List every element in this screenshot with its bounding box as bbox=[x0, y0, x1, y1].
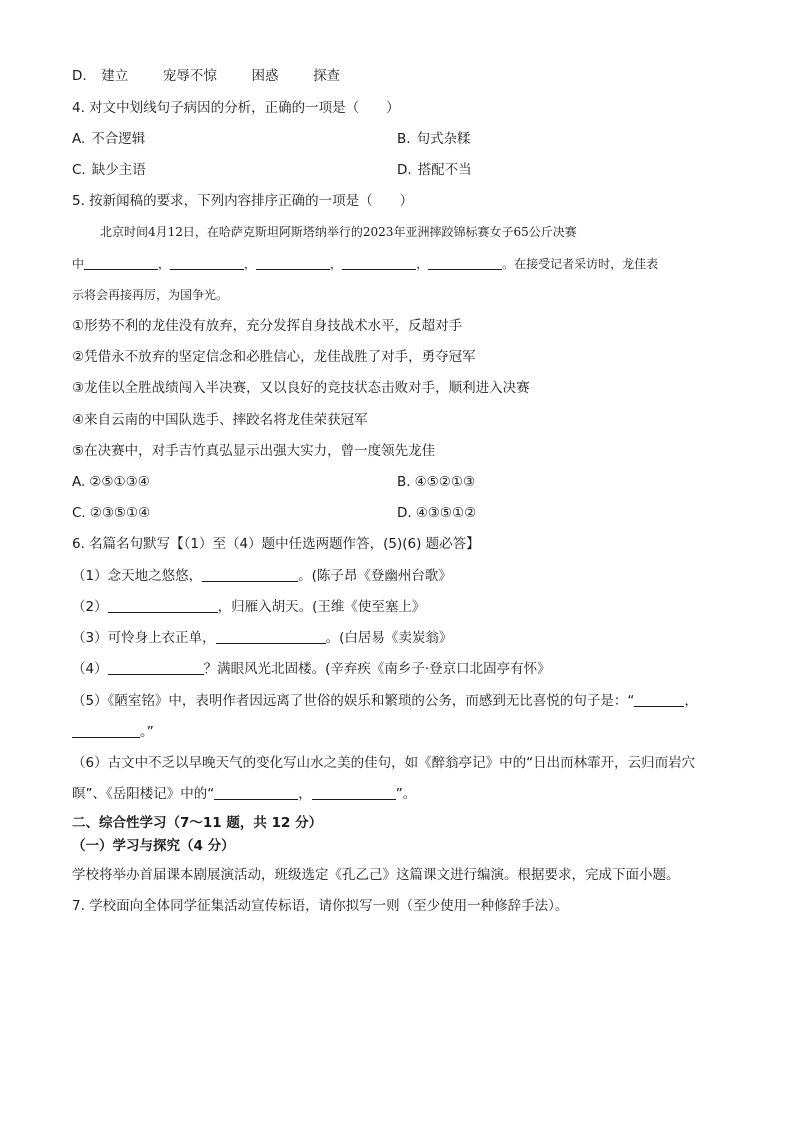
sentence-text: ？满眼风光北固楼。(辛弃疾《南乡子·登京口北固亭有怀》 bbox=[203, 661, 551, 677]
q7-stem: 7. 学校面向全体同学征集活动宣传标语，请你拟写一则（至少使用一种修辞手法）。 bbox=[72, 898, 569, 914]
fill-blank[interactable] bbox=[216, 629, 326, 644]
option-label: B. bbox=[397, 131, 411, 147]
q5-passage-line2 bbox=[72, 254, 658, 274]
q6-sentence-3 bbox=[72, 628, 452, 648]
option-label: D. bbox=[397, 505, 412, 521]
sentence-text: 暝”、《岳阳楼记》中的“ bbox=[72, 786, 215, 802]
option-word: 建立 bbox=[101, 68, 129, 84]
fill-blank[interactable] bbox=[342, 255, 416, 270]
passage-text: ， bbox=[244, 257, 257, 271]
q5-option-c bbox=[72, 503, 150, 523]
passage-text: ， bbox=[158, 257, 171, 271]
q5-item-3: ③龙佳以全胜战绩闯入半决赛，又以良好的竞技状态击败对手，顺利进入决赛 bbox=[72, 380, 530, 396]
option-label: A. bbox=[72, 474, 86, 490]
q5-item-5: ⑤在决赛中，对手吉竹真弘显示出强大实力，曾一度领先龙佳 bbox=[72, 443, 436, 459]
q6-sentence-6-line2 bbox=[72, 784, 416, 804]
passage-text: 在接受记者采访时，龙佳表 bbox=[514, 257, 659, 271]
option-text: 缺少主语 bbox=[91, 162, 146, 178]
option-label: C. bbox=[72, 162, 86, 178]
q4-option-c bbox=[72, 160, 146, 180]
option-word: 宠辱不惊 bbox=[162, 68, 217, 84]
q6-stem: 6. 名篇名句默写【（1）至（4）题中任选两题作答，(5)(6) 题必答】 bbox=[72, 536, 480, 552]
option-text: 句式杂糅 bbox=[416, 131, 471, 147]
fill-blank[interactable] bbox=[170, 255, 244, 270]
option-label: C. bbox=[72, 505, 86, 521]
option-text: 不合逻辑 bbox=[91, 131, 146, 147]
option-label: B. bbox=[397, 474, 411, 490]
option-text: 搭配不当 bbox=[417, 162, 472, 178]
sentence-text: （2） bbox=[72, 599, 108, 615]
q3-option-d bbox=[72, 66, 340, 86]
option-text: ④③⑤①② bbox=[415, 505, 477, 521]
passage-text: 中 bbox=[72, 257, 85, 271]
option-label: D. bbox=[397, 162, 412, 178]
fill-blank[interactable] bbox=[108, 598, 218, 613]
sentence-text: ， bbox=[298, 786, 312, 802]
option-word: 困惑 bbox=[251, 68, 279, 84]
q6-sentence-1 bbox=[72, 566, 452, 586]
fill-blank[interactable] bbox=[634, 692, 684, 707]
q6-sentence-6-line1: （6）古文中不乏以早晚天气的变化写山水之美的佳句，如《醉翁亭记》中的“日出而林霏开，云归而岩穴 bbox=[72, 755, 696, 771]
fill-blank[interactable] bbox=[202, 567, 298, 582]
q5-item-4: ④来自云南的中国队选手、摔跤名将龙佳荣获冠军 bbox=[72, 412, 368, 428]
q6-sentence-5-line1 bbox=[72, 691, 698, 711]
section-2-intro: 学校将举办首届课本剧展演活动，班级选定《孔乙己》这篇课文进行编演。根据要求，完成下面小题。 bbox=[72, 867, 680, 883]
sentence-text: 。” bbox=[140, 724, 154, 740]
sentence-text: 。(陈子昂《登幽州台歌》 bbox=[298, 568, 452, 584]
fill-blank[interactable] bbox=[312, 785, 396, 800]
sentence-text: ， bbox=[684, 693, 698, 709]
q5-item-2: ②凭借永不放弃的坚定信念和必胜信心，龙佳战胜了对手，勇夺冠军 bbox=[72, 349, 476, 365]
q4-option-d bbox=[397, 160, 472, 180]
q5-passage-line1: 北京时间4月12日，在哈萨克斯坦阿斯塔纳举行的2023年亚洲摔跤锦标赛女子65公斤决赛 bbox=[100, 225, 577, 239]
passage-text: ， bbox=[330, 257, 343, 271]
q5-option-b bbox=[397, 472, 475, 492]
passage-text: ， bbox=[416, 257, 429, 271]
option-word: 探查 bbox=[313, 68, 341, 84]
q4-stem: 4. 对文中划线句子病因的分析，正确的一项是（ ） bbox=[72, 100, 400, 116]
q6-sentence-4 bbox=[72, 659, 551, 679]
fill-blank[interactable] bbox=[214, 785, 298, 800]
fill-blank[interactable] bbox=[428, 255, 502, 270]
fill-blank[interactable] bbox=[72, 723, 140, 738]
fill-blank[interactable] bbox=[256, 255, 330, 270]
sentence-text: （4） bbox=[72, 661, 108, 677]
q5-passage-line3: 示将会再接再厉，为国争光。 bbox=[72, 288, 229, 302]
q4-option-b bbox=[397, 129, 471, 149]
sentence-text: 。(白居易《卖炭翁》 bbox=[325, 630, 453, 646]
q5-stem: 5. 按新闻稿的要求，下列内容排序正确的一项是（ ） bbox=[72, 193, 414, 209]
option-text: ②⑤①③④ bbox=[89, 474, 150, 490]
sentence-text: （5）《陋室铭》中，表明作者因远离了世俗的娱乐和繁琐的公务，而感到无比喜悦的句子是：“ bbox=[72, 693, 635, 709]
option-text: ④⑤②①③ bbox=[414, 474, 476, 490]
q5-item-1: ①形势不利的龙佳没有放弃，充分发挥自身技战术水平，反超对手 bbox=[72, 318, 463, 334]
option-label: D. bbox=[72, 68, 87, 84]
fill-blank[interactable] bbox=[108, 660, 204, 675]
q4-option-a bbox=[72, 129, 145, 149]
sentence-text: （3）可怜身上衣正单， bbox=[72, 630, 216, 646]
passage-text: 。 bbox=[502, 257, 515, 271]
option-label: A. bbox=[72, 131, 86, 147]
q5-option-a bbox=[72, 472, 150, 492]
section-2-title: 二、综合性学习（7～11 题，共 12 分） bbox=[72, 815, 323, 831]
option-text: ②③⑤①④ bbox=[89, 505, 151, 521]
sentence-text: ”。 bbox=[395, 786, 417, 802]
q6-sentence-5-line2 bbox=[72, 722, 154, 742]
q5-option-d bbox=[397, 503, 476, 523]
section-2-subtitle: （一）学习与探究（4 分） bbox=[72, 838, 235, 854]
fill-blank[interactable] bbox=[84, 255, 158, 270]
sentence-text: ，归雁入胡天。(王维《使至塞上》 bbox=[217, 599, 426, 615]
sentence-text: （1）念天地之悠悠， bbox=[72, 568, 203, 584]
q6-sentence-2 bbox=[72, 597, 425, 617]
